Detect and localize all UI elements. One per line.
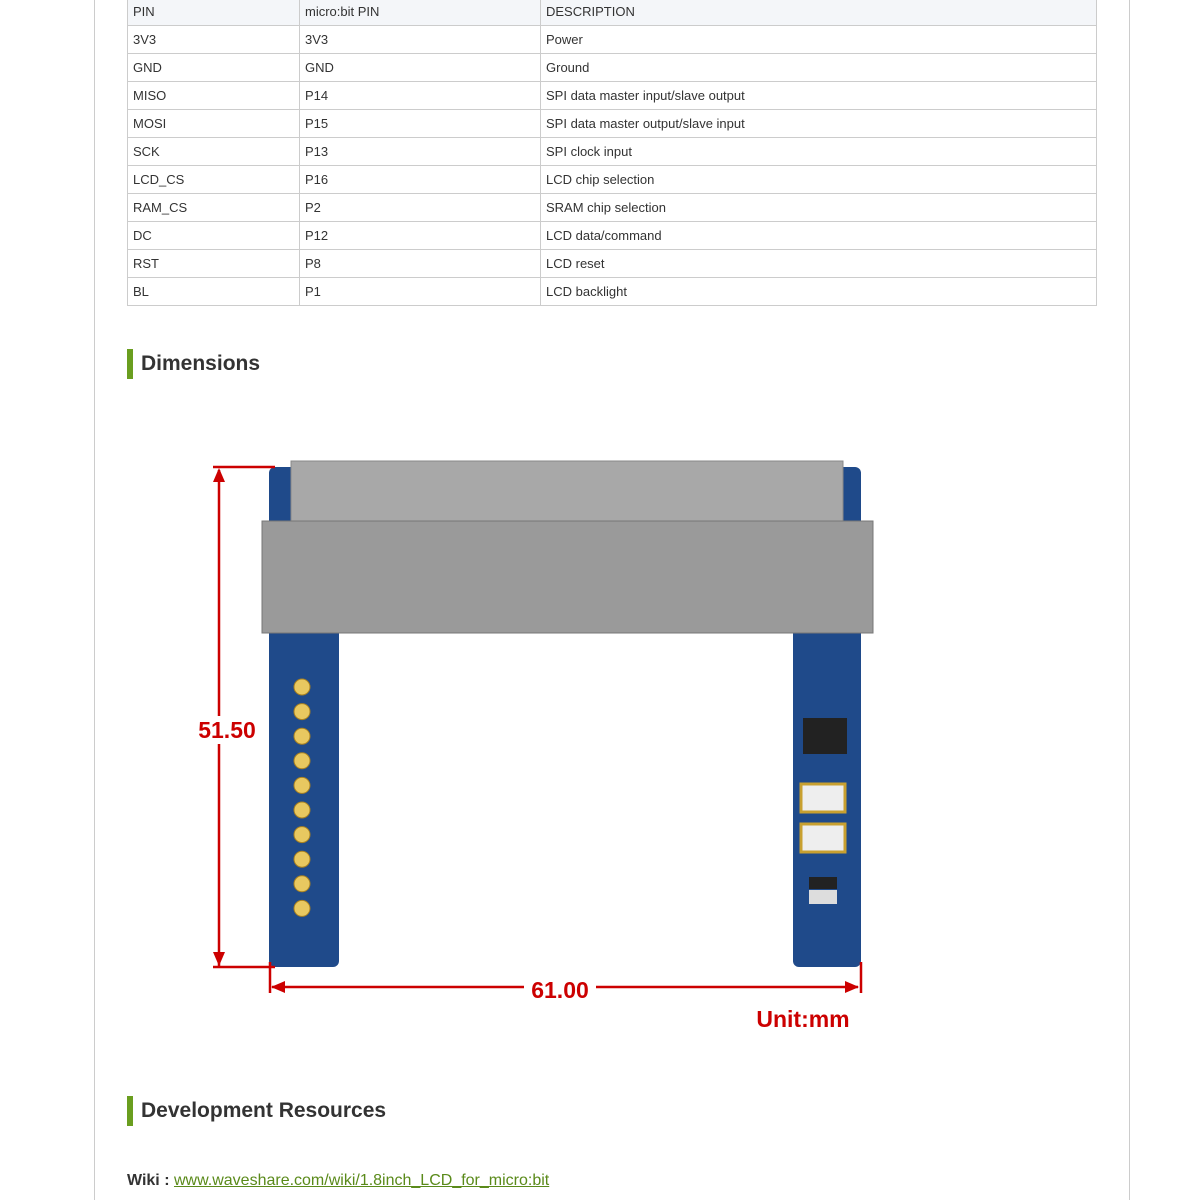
table-cell: P12 bbox=[300, 222, 541, 250]
table-cell: SPI data master output/slave input bbox=[541, 110, 1097, 138]
wiki-label: Wiki : bbox=[127, 1172, 170, 1189]
header-pin-hole bbox=[294, 802, 310, 818]
table-cell: SCK bbox=[128, 138, 300, 166]
unit-label: Unit:mm bbox=[756, 1006, 850, 1032]
table-cell: 3V3 bbox=[128, 26, 300, 54]
header-pin-hole bbox=[294, 851, 310, 867]
table-cell: GND bbox=[128, 54, 300, 82]
table-cell: MISO bbox=[128, 82, 300, 110]
header-pin-hole bbox=[294, 753, 310, 769]
wiki-line bbox=[127, 1172, 549, 1190]
table-cell: Ground bbox=[541, 54, 1097, 82]
table-cell: P16 bbox=[300, 166, 541, 194]
height-label: 51.50 bbox=[198, 717, 256, 743]
header-microbit-pin: micro:bit PIN bbox=[300, 0, 541, 26]
header-pin-hole bbox=[294, 704, 310, 720]
header-pin-hole bbox=[294, 679, 310, 695]
header-pin-hole bbox=[294, 876, 310, 892]
table-cell: P2 bbox=[300, 194, 541, 222]
header-description: DESCRIPTION bbox=[541, 0, 1097, 26]
dimensions-heading: Dimensions bbox=[127, 349, 260, 379]
table-cell: P1 bbox=[300, 278, 541, 306]
table-cell: P8 bbox=[300, 250, 541, 278]
header-pin-hole bbox=[294, 728, 310, 744]
header-pin-hole bbox=[294, 827, 310, 843]
table-cell: 3V3 bbox=[300, 26, 541, 54]
table-cell: RAM_CS bbox=[128, 194, 300, 222]
table-cell: LCD reset bbox=[541, 250, 1097, 278]
header-pin-hole bbox=[294, 777, 310, 793]
development-resources-heading: Development Resources bbox=[127, 1096, 386, 1126]
table-cell: LCD chip selection bbox=[541, 166, 1097, 194]
header-pin: PIN bbox=[128, 0, 300, 26]
table-cell: SRAM chip selection bbox=[541, 194, 1097, 222]
table-cell: P15 bbox=[300, 110, 541, 138]
table-cell: LCD backlight bbox=[541, 278, 1097, 306]
wiki-link[interactable]: www.waveshare.com/wiki/1.8inch_LCD_for_micro:bit bbox=[173, 1172, 550, 1189]
table-cell: SPI clock input bbox=[541, 138, 1097, 166]
table-cell: BL bbox=[128, 278, 300, 306]
table-cell: DC bbox=[128, 222, 300, 250]
width-label: 61.00 bbox=[531, 977, 589, 1003]
table-cell: LCD data/command bbox=[541, 222, 1097, 250]
table-cell: MOSI bbox=[128, 110, 300, 138]
table-cell: LCD_CS bbox=[128, 166, 300, 194]
table-cell: Power bbox=[541, 26, 1097, 54]
table-cell: SPI data master input/slave output bbox=[541, 82, 1097, 110]
table-cell: RST bbox=[128, 250, 300, 278]
table-cell: P13 bbox=[300, 138, 541, 166]
table-cell: GND bbox=[300, 54, 541, 82]
pcb-board bbox=[262, 461, 873, 967]
header-pin-hole bbox=[294, 900, 310, 916]
table-cell: P14 bbox=[300, 82, 541, 110]
